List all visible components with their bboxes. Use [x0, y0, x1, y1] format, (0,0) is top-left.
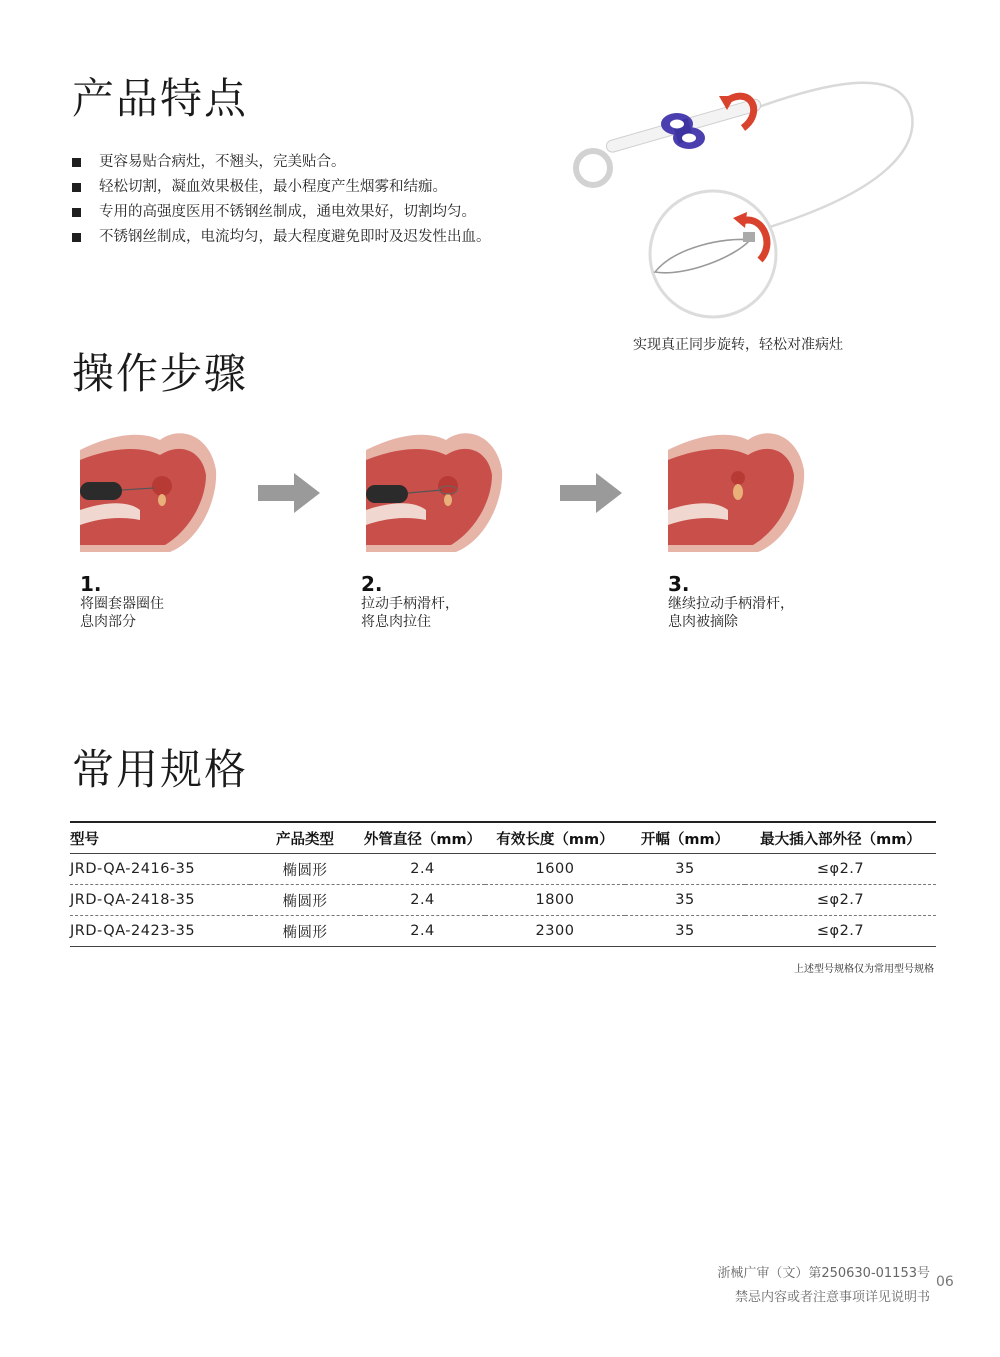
step-3-illustration	[668, 430, 806, 552]
table-cell: 35	[625, 916, 745, 947]
table-cell: JRD-QA-2418-35	[70, 885, 250, 916]
step-1	[80, 573, 164, 631]
column-header: 产品类型	[250, 822, 360, 854]
table-cell: 2300	[485, 916, 625, 947]
table-row	[70, 916, 936, 947]
table-cell: JRD-QA-2423-35	[70, 916, 250, 947]
table-cell: JRD-QA-2416-35	[70, 854, 250, 885]
footer-disclaimer: 禁忌内容或者注意事项详见说明书	[734, 1290, 930, 1305]
step-number: 2.	[361, 572, 383, 596]
column-header: 最大插入部外径（mm）	[745, 822, 936, 854]
column-header: 外管直径（mm）	[360, 822, 485, 854]
feature-item: 专用的高强度医用不锈钢丝制成，通电效果好，切割均匀。	[72, 200, 592, 225]
step-text-line2: 息肉被摘除	[668, 614, 738, 630]
table-row	[70, 854, 936, 885]
table-cell: 2.4	[360, 854, 485, 885]
feature-item: 轻松切割，凝血效果极佳，最小程度产生烟雾和结痂。	[72, 175, 592, 200]
table-cell: 2.4	[360, 916, 485, 947]
step-text-line2: 息肉部分	[80, 614, 136, 630]
column-header: 开幅（mm）	[625, 822, 745, 854]
step-number: 3.	[668, 572, 690, 596]
table-cell: 1800	[485, 885, 625, 916]
column-header: 型号	[70, 822, 250, 854]
next-arrow-icon	[258, 473, 320, 513]
step-2-illustration	[366, 430, 504, 552]
spec-note: 上述型号规格仅为常用型号规格	[794, 964, 934, 975]
step-text-line2: 将息肉拉住	[361, 614, 431, 630]
features-title: 产品特点	[72, 74, 249, 123]
step-number: 1.	[80, 572, 102, 596]
table-row	[70, 885, 936, 916]
next-arrow-icon	[560, 473, 622, 513]
spec-table	[70, 821, 936, 947]
feature-item: 更容易贴合病灶，不翘头，完美贴合。	[72, 150, 592, 175]
table-cell: 2.4	[360, 885, 485, 916]
step-text-line1: 将圈套器圈住	[80, 596, 164, 612]
table-cell: 35	[625, 885, 745, 916]
table-cell: ≤φ2.7	[745, 916, 936, 947]
table-header-row	[70, 822, 936, 854]
table-cell: 1600	[485, 854, 625, 885]
table-cell: 椭圆形	[250, 854, 360, 885]
product-caption: 实现真正同步旋转，轻松对准病灶	[633, 337, 843, 353]
table-cell: ≤φ2.7	[745, 885, 936, 916]
feature-item: 不锈钢丝制成，电流均匀，最大程度避免即时及迟发性出血。	[72, 225, 592, 250]
step-text-line1: 继续拉动手柄滑杆，	[668, 596, 794, 612]
operation-title: 操作步骤	[72, 349, 249, 398]
table-cell: 椭圆形	[250, 916, 360, 947]
step-2	[361, 573, 459, 631]
table-cell: 椭圆形	[250, 885, 360, 916]
footer-approval: 浙械广审（文）第250630-01153号	[717, 1266, 930, 1281]
step-1-illustration	[80, 430, 218, 552]
page-number: 06	[936, 1274, 954, 1290]
table-cell: ≤φ2.7	[745, 854, 936, 885]
feature-list	[72, 150, 592, 250]
step-3	[668, 573, 794, 631]
specs-title: 常用规格	[72, 745, 249, 794]
column-header: 有效长度（mm）	[485, 822, 625, 854]
table-cell: 35	[625, 854, 745, 885]
snare-product-illustration	[565, 72, 925, 327]
step-text-line1: 拉动手柄滑杆，	[361, 596, 459, 612]
